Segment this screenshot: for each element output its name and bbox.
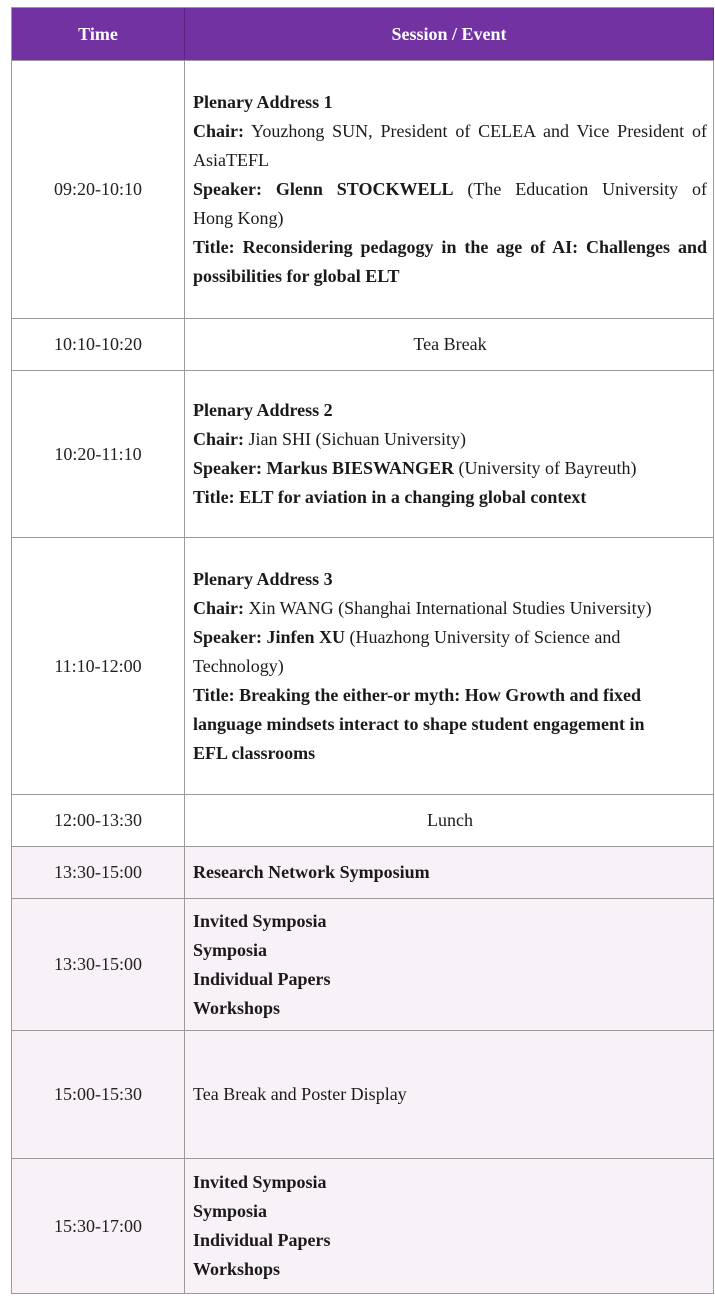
time-cell: 10:20-11:10: [12, 371, 185, 537]
talk-title-cont: language mindsets interact to shape student engagement in: [193, 713, 645, 734]
time-cell: 15:00-15:30: [12, 1031, 185, 1158]
speaker-label: Speaker: Jinfen XU: [193, 626, 345, 647]
talk-title: Title: Breaking the either-or myth: How Growth and fixed: [193, 684, 641, 705]
list-item: Symposia: [193, 939, 268, 960]
list-item: Individual Papers: [193, 968, 331, 989]
chair-line: [193, 425, 707, 454]
time-cell: 12:00-13:30: [12, 795, 185, 846]
chair-line: [193, 117, 707, 146]
speaker-text: (University of Bayreuth): [454, 458, 637, 478]
table-header: [12, 8, 714, 61]
session-title: Plenary Address 2: [193, 400, 333, 420]
talk-title-cont: possibilities for global ELT: [193, 266, 400, 286]
speaker-text: (Huazhong University of Science and: [345, 626, 621, 647]
chair-text: Xin WANG (Shanghai International Studies University): [244, 597, 652, 618]
session-cell: [185, 847, 714, 898]
session-cell: [185, 319, 714, 370]
table-row: [12, 1031, 714, 1159]
event-label: Tea Break: [413, 334, 487, 354]
table-row: [12, 538, 714, 795]
chair-label: Chair:: [193, 597, 244, 618]
speaker-line: [193, 454, 707, 483]
list-item: Workshops: [193, 1259, 281, 1279]
list-item: Invited Symposia: [193, 910, 327, 931]
time-cell: 13:30-15:00: [12, 899, 185, 1030]
time-cell: 10:10-10:20: [12, 319, 185, 370]
session-title: Plenary Address 1: [193, 92, 333, 112]
speaker-text: (The Education University of: [453, 179, 707, 199]
event-label: Lunch: [427, 810, 473, 830]
header-time: Time: [12, 8, 185, 60]
event-label: Tea Break and Poster Display: [193, 1084, 407, 1104]
chair-text: Jian SHI (Sichuan University): [244, 429, 466, 449]
table-row: [12, 319, 714, 371]
table-row: [12, 899, 714, 1031]
talk-title: Title: Reconsidering pedagogy in the age of AI: Challenges and: [193, 237, 707, 257]
session-cell: [185, 795, 714, 846]
speaker-line: [193, 623, 707, 652]
talk-title: Title: ELT for aviation in a changing global context: [193, 487, 587, 507]
talk-title-cont: EFL classrooms: [193, 742, 316, 763]
table-row: [12, 1159, 714, 1294]
session-cell: [185, 899, 714, 1030]
session-title: Plenary Address 3: [193, 568, 333, 589]
time-cell: 09:20-10:10: [12, 61, 185, 318]
table-row: [12, 795, 714, 847]
session-cell: [185, 1159, 714, 1293]
speaker-line: [193, 175, 707, 204]
speaker-label: Speaker: Markus BIESWANGER: [193, 458, 455, 478]
time-cell: 15:30-17:00: [12, 1159, 185, 1293]
chair-label: Chair:: [193, 429, 244, 449]
table-row: [12, 371, 714, 538]
chair-line: [193, 594, 707, 623]
chair-text: Youzhong SUN, President of CELEA and Vice President of: [244, 121, 707, 141]
chair-text-cont: AsiaTEFL: [193, 150, 269, 170]
schedule-table: [11, 7, 714, 1294]
session-cell: [185, 538, 714, 794]
session-cell: [185, 371, 714, 537]
time-cell: 13:30-15:00: [12, 847, 185, 898]
chair-label: Chair:: [193, 121, 244, 141]
speaker-text-cont: Technology): [193, 655, 284, 676]
header-session: Session / Event: [185, 8, 714, 60]
speaker-label: Speaker: Glenn STOCKWELL: [193, 179, 454, 199]
list-item: Individual Papers: [193, 1230, 331, 1250]
list-item: Workshops: [193, 997, 281, 1018]
speaker-text-cont: Hong Kong): [193, 208, 284, 228]
time-cell: 11:10-12:00: [12, 538, 185, 794]
event-label: Research Network Symposium: [193, 862, 430, 882]
session-cell: [185, 1031, 714, 1158]
list-item: Symposia: [193, 1201, 268, 1221]
table-row: [12, 61, 714, 319]
table-row: [12, 847, 714, 899]
session-cell: [185, 61, 714, 318]
list-item: Invited Symposia: [193, 1172, 327, 1192]
